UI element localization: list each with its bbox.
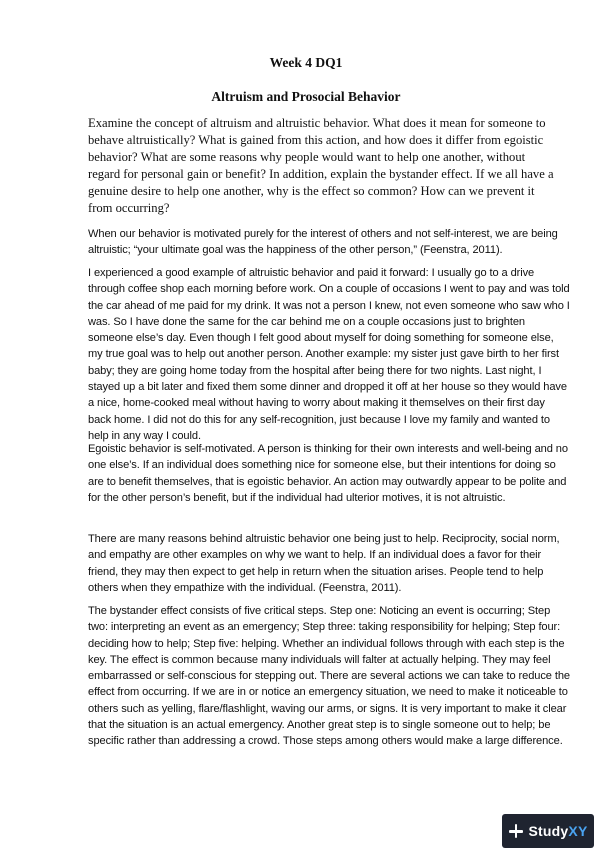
studyxy-watermark-badge[interactable] [502, 814, 594, 848]
plus-icon [509, 824, 523, 838]
paragraph-bystander-effect: The bystander effect consists of five critical steps. Step one: Noticing an event is occurring; Step two: interpreting an event as an emergency; Step three: taking responsibility for helping; Step four: deciding how to help; Step five: helping. Whether an individual follows through with each step is the key. The effect is common because many individuals will falter at actually helping. They may feel embarrassed or self-conscious for stepping out. There are several actions we can take to reduce the effect from occurring. If we are in or notice an emergency situation, we need to make it noticeable to others such as yelling, flare/flashlight, waving our arms, or signs. It is very important to make it clear that the situation is an actual emergency. Another great step is to single someone out to help; be specific rather than addressing a crowd. Those steps among others would make a large difference. [88, 605, 570, 748]
paragraph-egoistic-behavior: Egoistic behavior is self-motivated. A person is thinking for their own interests and well-being and no one else’s. If an individual does something nice for someone else, but their intentions for doing so are to benefit themselves, that is egoistic behavior. An action may outwardly appear to be polite and for the other person’s benefit, but if the individual had ulterior motives, it is not altruistic. [88, 443, 568, 504]
paragraph-personal-example: I experienced a good example of altruistic behavior and paid it forward: I usually go to a drive through coffee shop each morning before work. On a couple of occasions I went to pay and was told the car ahead of me paid for my drink. It was not a person I knew, not even someone who saw who I was. So I have done the same for the car behind me on a couple occasions just to brighten someone else’s day. Even though I felt good about myself for doing something for someone else, my true goal was to help out another person. Another example: my sister just gave birth to her first baby; they are going home today from the hospital after being there for two nights. Last night, I stayed up a bit later and fixed them some dinner and dropped it off at her house so they would have a nice, home-cooked meal without having to worry about making it themselves on their first day back home. I did not do this for any self-recognition, just because I love my family and wanted to help in any way I could. [88, 267, 570, 442]
paragraph-definition: When our behavior is motivated purely for the interest of others and not self-interest, we are being altruistic; “your ultimate goal was the happiness of the other person,” (Feenstra, 2011). [88, 228, 558, 257]
document-title: Week 4 DQ1 [269, 55, 343, 70]
document-subtitle: Altruism and Prosocial Behavior [211, 89, 401, 104]
brand-logo-text: StudyXY [528, 823, 588, 839]
assignment-prompt: Examine the concept of altruism and altruistic behavior. What does it mean for someone to behave altruistically? What is gained from this action, and how does it differ from egoistic behavior? What are some reasons why people would want to help one another, without regard for personal gain or benefit? In addition, explain the bystander effect. If we all have a genuine desire to help one another, why is the effect so common? How can we prevent it from occurring? [88, 116, 554, 215]
paragraph-reasons-to-help: There are many reasons behind altruistic behavior one being just to help. Reciprocity, social norm, and empathy are other examples on why we want to help. If an individual does a favor for their friend, they may then expect to get help in return when the situation arises. People tend to help others when they empathize with the individual. (Feenstra, 2011). [88, 533, 560, 594]
